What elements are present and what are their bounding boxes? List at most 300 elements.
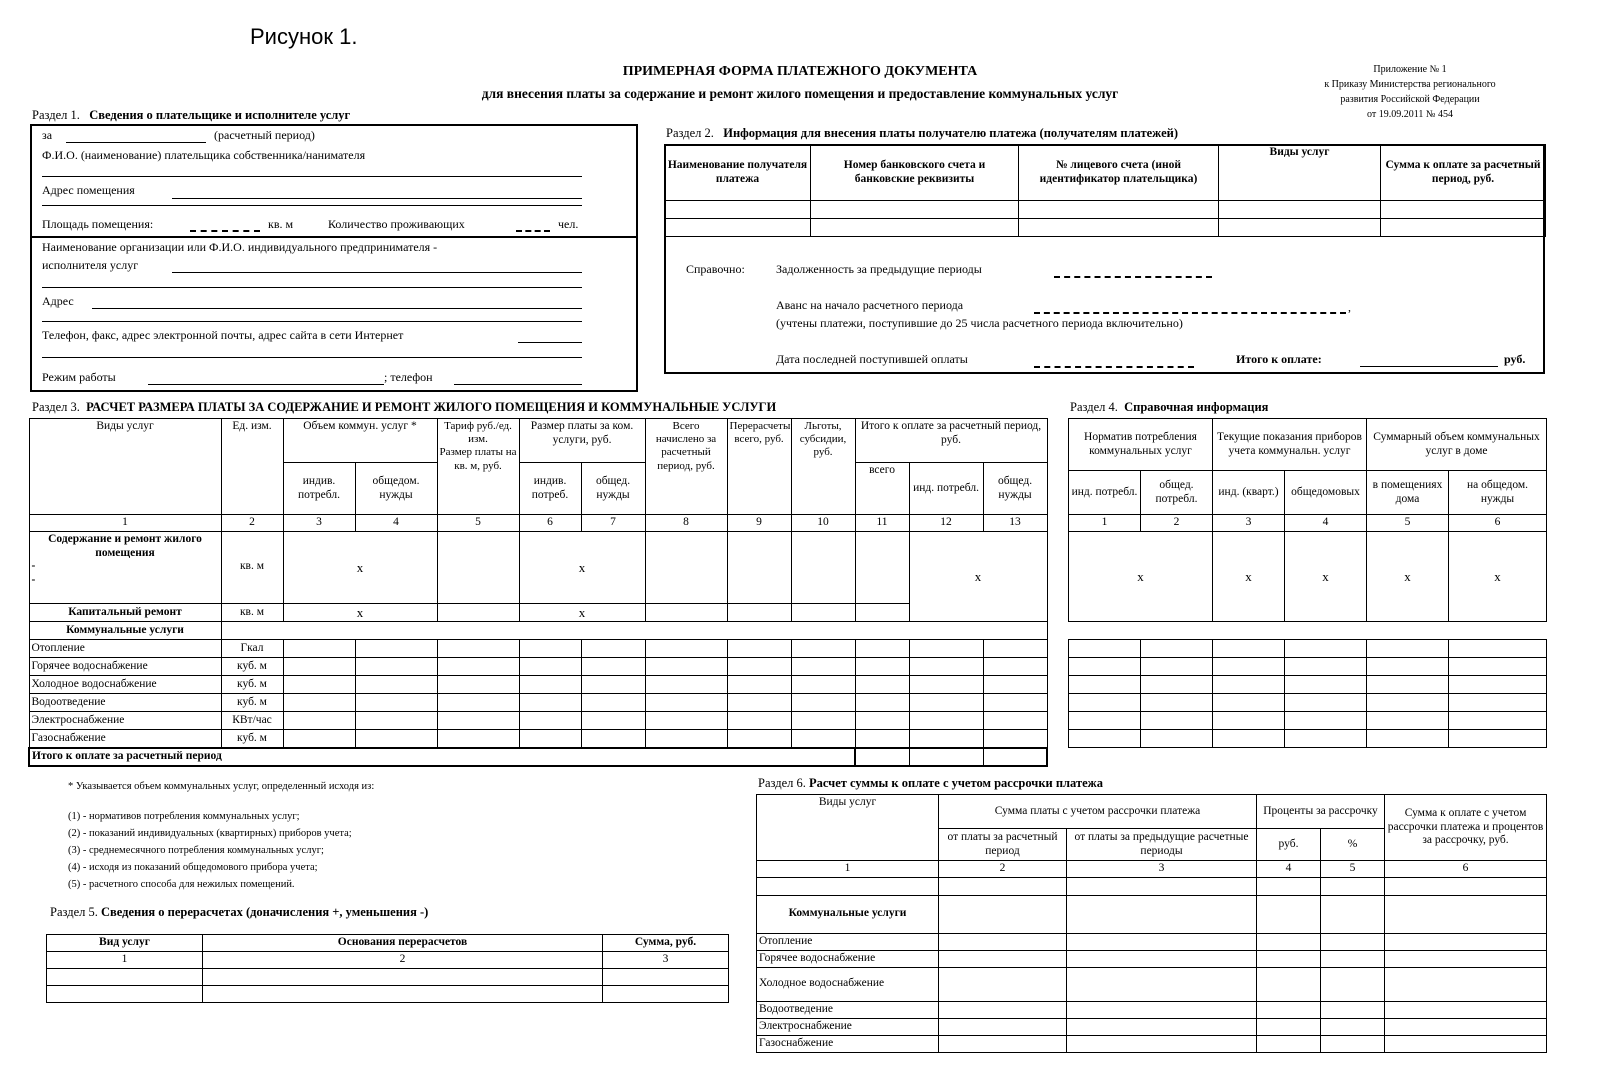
- cell[interactable]: [983, 694, 1047, 712]
- table-row: [29, 622, 1047, 640]
- header-pct: %: [1321, 829, 1385, 861]
- service-name: Газоснабжение: [757, 1035, 939, 1052]
- x-mark: x: [1285, 531, 1367, 621]
- org-field-2[interactable]: [42, 278, 582, 288]
- cell[interactable]: [1257, 933, 1321, 950]
- cell[interactable]: [855, 712, 909, 730]
- col-number: 5: [437, 515, 519, 532]
- cell[interactable]: [1067, 895, 1257, 933]
- x-mark: x: [909, 531, 1047, 622]
- cell[interactable]: [1213, 693, 1285, 711]
- service-name: Газоснабжение: [29, 730, 221, 748]
- cell[interactable]: [581, 730, 645, 748]
- section1-divider: [30, 236, 638, 238]
- cell[interactable]: [1069, 711, 1141, 729]
- cell[interactable]: [727, 531, 791, 603]
- cell[interactable]: [1257, 877, 1321, 895]
- cell[interactable]: [1367, 657, 1449, 675]
- cell[interactable]: [1321, 895, 1385, 933]
- cell[interactable]: [645, 603, 727, 622]
- cell[interactable]: [1321, 1035, 1385, 1052]
- cell[interactable]: [1385, 1018, 1547, 1035]
- cell[interactable]: [1019, 219, 1219, 237]
- debt-field[interactable]: [1054, 268, 1212, 278]
- cell[interactable]: [283, 712, 355, 730]
- cell[interactable]: [1385, 967, 1547, 1001]
- table-row: [1069, 621, 1547, 639]
- section5-heading: [50, 905, 428, 920]
- table-row: [757, 1001, 1547, 1018]
- cell[interactable]: [645, 640, 727, 658]
- cell[interactable]: [437, 640, 519, 658]
- cell[interactable]: [1067, 877, 1257, 895]
- cell[interactable]: [939, 1001, 1067, 1018]
- footnote-item: (1) - нормативов потребления коммунальных услуг;: [68, 811, 300, 822]
- cell[interactable]: [939, 895, 1067, 933]
- cell[interactable]: [909, 712, 983, 730]
- column-numbers: [47, 952, 729, 969]
- cell[interactable]: [909, 730, 983, 748]
- cell[interactable]: [1213, 711, 1285, 729]
- service-unit: куб. м: [221, 694, 283, 712]
- cell[interactable]: [645, 730, 727, 748]
- cell[interactable]: [437, 712, 519, 730]
- cell[interactable]: [791, 694, 855, 712]
- address-premises-field-2[interactable]: [42, 198, 582, 206]
- payer-field[interactable]: [42, 164, 582, 177]
- table-row: [29, 658, 1047, 676]
- cell[interactable]: [727, 603, 791, 622]
- cell[interactable]: [1067, 1018, 1257, 1035]
- cell[interactable]: [727, 694, 791, 712]
- header-common-needs: общедом. нужды: [355, 463, 437, 515]
- section2-label: Раздел 2.: [666, 126, 714, 140]
- cell[interactable]: [909, 694, 983, 712]
- header-services: Виды услуг: [1219, 145, 1381, 201]
- header-total: Сумма к оплате с учетом рассрочки платежа и процентов за рассрочку, руб.: [1385, 795, 1547, 861]
- cell[interactable]: [1069, 693, 1141, 711]
- cell[interactable]: [1213, 675, 1285, 693]
- payer-label: Ф.И.О. (наименование) плательщика собственника/нанимателя: [42, 148, 366, 162]
- table-row: [29, 531, 1047, 603]
- cell[interactable]: [791, 712, 855, 730]
- cell[interactable]: [355, 694, 437, 712]
- header-current: от платы за расчетный период: [939, 829, 1067, 861]
- cell[interactable]: [645, 694, 727, 712]
- cell[interactable]: [1019, 201, 1219, 219]
- cell[interactable]: [1385, 950, 1547, 967]
- footnote-list: [68, 808, 352, 893]
- cell[interactable]: [855, 730, 909, 748]
- org-label-line1: Наименование организации или Ф.И.О. индивидуального предпринимателя -: [42, 240, 438, 254]
- org-address-field[interactable]: [92, 296, 582, 309]
- cell[interactable]: [1141, 729, 1213, 747]
- cell[interactable]: [939, 877, 1067, 895]
- cell[interactable]: [1385, 933, 1547, 950]
- cell[interactable]: [203, 968, 603, 985]
- footnote-intro: * Указывается объем коммунальных услуг, определенный исходя из:: [68, 781, 375, 792]
- cell[interactable]: [1213, 657, 1285, 675]
- cell[interactable]: [581, 640, 645, 658]
- header-building: общедомовых: [1285, 471, 1367, 515]
- col-number: 5: [1321, 861, 1385, 878]
- table-row: [1069, 675, 1547, 693]
- cell[interactable]: [1257, 1035, 1321, 1052]
- x-mark: x: [283, 603, 437, 622]
- work-mode-field[interactable]: [148, 372, 384, 385]
- address-premises-label: Адрес помещения: [42, 183, 135, 197]
- cell[interactable]: [283, 658, 355, 676]
- cell: [221, 622, 1047, 640]
- advance-note: (учтены платежи, поступившие до 25 числа расчетного периода включительно): [776, 316, 1183, 330]
- section4-heading: [1070, 400, 1268, 415]
- cell[interactable]: [727, 676, 791, 694]
- cell[interactable]: [983, 748, 1047, 766]
- table-row: [29, 640, 1047, 658]
- section4-label: Раздел 4.: [1070, 400, 1118, 414]
- x-mark: x: [519, 603, 645, 622]
- section3-label: Раздел 3.: [32, 400, 80, 414]
- area-field[interactable]: [190, 220, 260, 232]
- cell[interactable]: [645, 712, 727, 730]
- cell[interactable]: [1067, 1035, 1257, 1052]
- cell[interactable]: [1449, 675, 1547, 693]
- header-recipient: Наименование получателя платежа: [665, 145, 811, 201]
- section1-title: Сведения о плательщике и исполнителе услуг: [89, 108, 351, 122]
- cell[interactable]: [1285, 675, 1367, 693]
- cell[interactable]: [1321, 1018, 1385, 1035]
- col-number: 1: [757, 861, 939, 878]
- cell[interactable]: [519, 658, 581, 676]
- cell[interactable]: [581, 694, 645, 712]
- cell[interactable]: [791, 640, 855, 658]
- section5-title: Сведения о перерасчетах (доначисления +, уменьшения -): [100, 905, 429, 919]
- unit-cell: кв. м: [221, 603, 283, 622]
- cell[interactable]: [1321, 950, 1385, 967]
- header-personal-account: № лицевого счета (иной идентификатор плательщика): [1019, 145, 1219, 201]
- utilities-label: Коммунальные услуги: [29, 622, 221, 640]
- col-number: 1: [29, 515, 221, 532]
- cell[interactable]: [1321, 1001, 1385, 1018]
- section1-label: Раздел 1.: [32, 108, 80, 122]
- cell[interactable]: [1449, 729, 1547, 747]
- cell[interactable]: [1367, 693, 1449, 711]
- cell[interactable]: [727, 712, 791, 730]
- cell[interactable]: [283, 730, 355, 748]
- table-row: [47, 985, 729, 1002]
- footnote-item: (5) - расчетного способа для нежилых помещений.: [68, 879, 295, 890]
- cell[interactable]: [1367, 729, 1449, 747]
- cell[interactable]: [1141, 657, 1213, 675]
- cell[interactable]: [983, 676, 1047, 694]
- cell[interactable]: [1219, 219, 1381, 237]
- cell[interactable]: [519, 730, 581, 748]
- cell[interactable]: [603, 968, 729, 985]
- period-field[interactable]: [66, 130, 206, 143]
- cell[interactable]: [1257, 1001, 1321, 1018]
- cell[interactable]: [437, 603, 519, 622]
- cell[interactable]: [983, 712, 1047, 730]
- cell[interactable]: [1321, 933, 1385, 950]
- appendix-line: Приложение № 1: [1373, 64, 1447, 75]
- cell[interactable]: [1257, 967, 1321, 1001]
- header-apartment: инд. (кварт.): [1213, 471, 1285, 515]
- cell[interactable]: [1285, 711, 1367, 729]
- recalculation-table: [46, 934, 729, 1003]
- cell[interactable]: [519, 694, 581, 712]
- cell[interactable]: [355, 658, 437, 676]
- phone-field[interactable]: [454, 372, 582, 385]
- section4-title: Справочная информация: [1124, 400, 1269, 414]
- header-previous: от платы за предыдущие расчетные периоды: [1067, 829, 1257, 861]
- cell[interactable]: [791, 658, 855, 676]
- cell[interactable]: [811, 201, 1019, 219]
- cell[interactable]: [47, 985, 203, 1002]
- cell[interactable]: [645, 531, 727, 603]
- cell[interactable]: [855, 694, 909, 712]
- cell[interactable]: [1141, 711, 1213, 729]
- table-row: [29, 694, 1047, 712]
- section3-heading: [32, 400, 776, 415]
- cell[interactable]: [939, 933, 1067, 950]
- cell[interactable]: [855, 676, 909, 694]
- cell[interactable]: [645, 658, 727, 676]
- cell[interactable]: [939, 1018, 1067, 1035]
- cell[interactable]: [519, 676, 581, 694]
- debt-label: Задолженность за предыдущие периоды: [776, 262, 982, 276]
- cell[interactable]: [855, 748, 909, 766]
- header-readings: Текущие показания приборов учета коммунальн. услуг: [1213, 419, 1367, 471]
- cell[interactable]: [1385, 1035, 1547, 1052]
- cell[interactable]: [355, 730, 437, 748]
- col-number: 4: [355, 515, 437, 532]
- col-number: 6: [1449, 515, 1547, 532]
- contacts-field-2[interactable]: [42, 346, 582, 358]
- cell[interactable]: [1257, 895, 1321, 933]
- cell[interactable]: [1449, 711, 1547, 729]
- cell[interactable]: [1449, 657, 1547, 675]
- cell[interactable]: [1069, 639, 1141, 657]
- cell[interactable]: [1367, 711, 1449, 729]
- cell[interactable]: [909, 676, 983, 694]
- cell[interactable]: [1385, 877, 1547, 895]
- last-payment-label: Дата последней поступившей оплаты: [776, 352, 968, 366]
- cell[interactable]: [1285, 639, 1367, 657]
- col-number: 1: [1069, 515, 1141, 532]
- cell[interactable]: [791, 603, 855, 622]
- cell[interactable]: [909, 748, 983, 766]
- contacts-field[interactable]: [518, 330, 582, 343]
- residents-field[interactable]: [516, 220, 550, 232]
- document-subtitle: для внесения платы за содержание и ремонт жилого помещения и предоставление коммунальных услуг: [481, 86, 1119, 101]
- cell[interactable]: [355, 712, 437, 730]
- cell[interactable]: [909, 640, 983, 658]
- header-rub: руб.: [1257, 829, 1321, 861]
- document-title: ПРИМЕРНАЯ ФОРМА ПЛАТЕЖНОГО ДОКУМЕНТА: [622, 64, 978, 79]
- cell[interactable]: [283, 676, 355, 694]
- cell[interactable]: [203, 985, 603, 1002]
- cell[interactable]: [939, 967, 1067, 1001]
- cell[interactable]: [1321, 967, 1385, 1001]
- col-number: 10: [791, 515, 855, 532]
- total-currency: руб.: [1504, 352, 1526, 366]
- cell[interactable]: [727, 640, 791, 658]
- cell[interactable]: [283, 640, 355, 658]
- column-numbers: [29, 515, 1047, 532]
- service-unit: куб. м: [221, 676, 283, 694]
- cell[interactable]: [1141, 693, 1213, 711]
- col-number: 9: [727, 515, 791, 532]
- cell[interactable]: [1367, 675, 1449, 693]
- cell[interactable]: [519, 640, 581, 658]
- cell[interactable]: [1067, 967, 1257, 1001]
- table-row: [29, 712, 1047, 730]
- cell[interactable]: [1213, 729, 1285, 747]
- cell[interactable]: [1067, 933, 1257, 950]
- section1-heading: [32, 108, 350, 123]
- cell[interactable]: [1257, 1018, 1321, 1035]
- header-accrued: Всего начислено за расчетный период, руб.: [645, 419, 727, 515]
- header-benefits: Льготы, субсидии, руб.: [791, 419, 855, 515]
- cell[interactable]: [1449, 693, 1547, 711]
- table-row: [757, 967, 1547, 1001]
- cell[interactable]: [1069, 729, 1141, 747]
- cell[interactable]: [1067, 950, 1257, 967]
- cell[interactable]: [1141, 639, 1213, 657]
- col-number: 2: [1141, 515, 1213, 532]
- cell[interactable]: [727, 730, 791, 748]
- cell[interactable]: [283, 694, 355, 712]
- cell[interactable]: [855, 603, 909, 622]
- header-premises: в помещениях дома: [1367, 471, 1449, 515]
- advance-field[interactable]: [1034, 304, 1346, 314]
- cell[interactable]: [909, 658, 983, 676]
- table-row: [47, 968, 729, 985]
- section2-heading: [666, 126, 1178, 141]
- cell[interactable]: [1381, 201, 1546, 219]
- header-norm: Норматив потребления коммунальных услуг: [1069, 419, 1213, 471]
- header-total-due-text: Итого к оплате за расчетный период, руб.: [860, 420, 1042, 446]
- cell[interactable]: [1285, 729, 1367, 747]
- last-payment-field[interactable]: [1034, 358, 1194, 368]
- cell[interactable]: [665, 201, 811, 219]
- cell[interactable]: [1257, 950, 1321, 967]
- cell[interactable]: [519, 712, 581, 730]
- unit-cell: кв. м: [221, 531, 283, 603]
- header-services: Виды услуг: [757, 795, 939, 861]
- cell[interactable]: [811, 219, 1019, 237]
- col-number: 4: [1285, 515, 1367, 532]
- cell[interactable]: [855, 658, 909, 676]
- cell[interactable]: [791, 531, 855, 603]
- table-row: [665, 219, 1546, 237]
- cell[interactable]: [437, 658, 519, 676]
- service-unit: куб. м: [221, 730, 283, 748]
- cell[interactable]: [1067, 1001, 1257, 1018]
- cell[interactable]: [1285, 657, 1367, 675]
- cell[interactable]: [1385, 1001, 1547, 1018]
- cell[interactable]: [581, 658, 645, 676]
- cell[interactable]: [791, 730, 855, 748]
- cell[interactable]: [47, 968, 203, 985]
- cell[interactable]: [983, 640, 1047, 658]
- service-name: Водоотведение: [757, 1001, 939, 1018]
- cell[interactable]: [355, 640, 437, 658]
- cell[interactable]: [1141, 675, 1213, 693]
- cell[interactable]: [437, 531, 519, 603]
- service-unit: КВт/час: [221, 712, 283, 730]
- cell[interactable]: [355, 676, 437, 694]
- column-numbers: [1069, 515, 1547, 532]
- section6-title: Расчет суммы к оплате с учетом рассрочки платежа: [808, 776, 1103, 790]
- table-row: [757, 933, 1547, 950]
- cell[interactable]: [855, 640, 909, 658]
- cell[interactable]: [1381, 219, 1546, 237]
- cell[interactable]: [665, 219, 811, 237]
- cell[interactable]: [791, 676, 855, 694]
- figure-label: Рисунок 1.: [250, 24, 358, 49]
- org-field[interactable]: [172, 260, 582, 273]
- header-services: Виды услуг: [29, 419, 221, 515]
- cell[interactable]: [855, 531, 909, 603]
- cell[interactable]: [939, 1035, 1067, 1052]
- col-number: 13: [983, 515, 1047, 532]
- header-unit: Ед. изм.: [221, 419, 283, 515]
- col-number: 2: [939, 861, 1067, 878]
- cell[interactable]: [581, 676, 645, 694]
- capital-repair-label: Капитальный ремонт: [29, 603, 221, 622]
- phone-label: ; телефон: [384, 370, 433, 384]
- cell[interactable]: [1069, 675, 1141, 693]
- section6-label: Раздел 6.: [758, 776, 806, 790]
- cell[interactable]: [437, 730, 519, 748]
- section6-heading: [758, 776, 1103, 791]
- cell[interactable]: [1213, 639, 1285, 657]
- total-field[interactable]: [1360, 354, 1498, 367]
- cell[interactable]: [939, 950, 1067, 967]
- section5-label: Раздел 5.: [50, 905, 98, 919]
- header-total-due: [855, 419, 1047, 463]
- cell[interactable]: [581, 712, 645, 730]
- header-service-type: Вид услуг: [47, 935, 203, 952]
- cell[interactable]: [603, 985, 729, 1002]
- cell[interactable]: [1367, 639, 1449, 657]
- cell[interactable]: [1449, 639, 1547, 657]
- table-row: [29, 676, 1047, 694]
- cell[interactable]: [983, 730, 1047, 748]
- cell[interactable]: [1385, 895, 1547, 933]
- appendix-line: к Приказу Министерства регионального: [1324, 79, 1496, 90]
- cell[interactable]: [1321, 877, 1385, 895]
- col-number: 3: [1067, 861, 1257, 878]
- spacer-cell: [1069, 621, 1547, 639]
- cell[interactable]: [437, 676, 519, 694]
- cell[interactable]: [437, 694, 519, 712]
- cell[interactable]: [757, 877, 939, 895]
- header-tariff: [437, 419, 519, 515]
- cell[interactable]: [727, 658, 791, 676]
- header-ind-cons: индив. потребл.: [283, 463, 355, 515]
- cell[interactable]: [645, 676, 727, 694]
- cell[interactable]: [983, 658, 1047, 676]
- cell[interactable]: [1219, 201, 1381, 219]
- cell[interactable]: [1069, 657, 1141, 675]
- table-row: [1069, 531, 1547, 621]
- org-address-field-2[interactable]: [42, 312, 582, 322]
- cell[interactable]: [1285, 693, 1367, 711]
- x-mark: x: [1367, 531, 1449, 621]
- maintenance-label: [29, 531, 221, 603]
